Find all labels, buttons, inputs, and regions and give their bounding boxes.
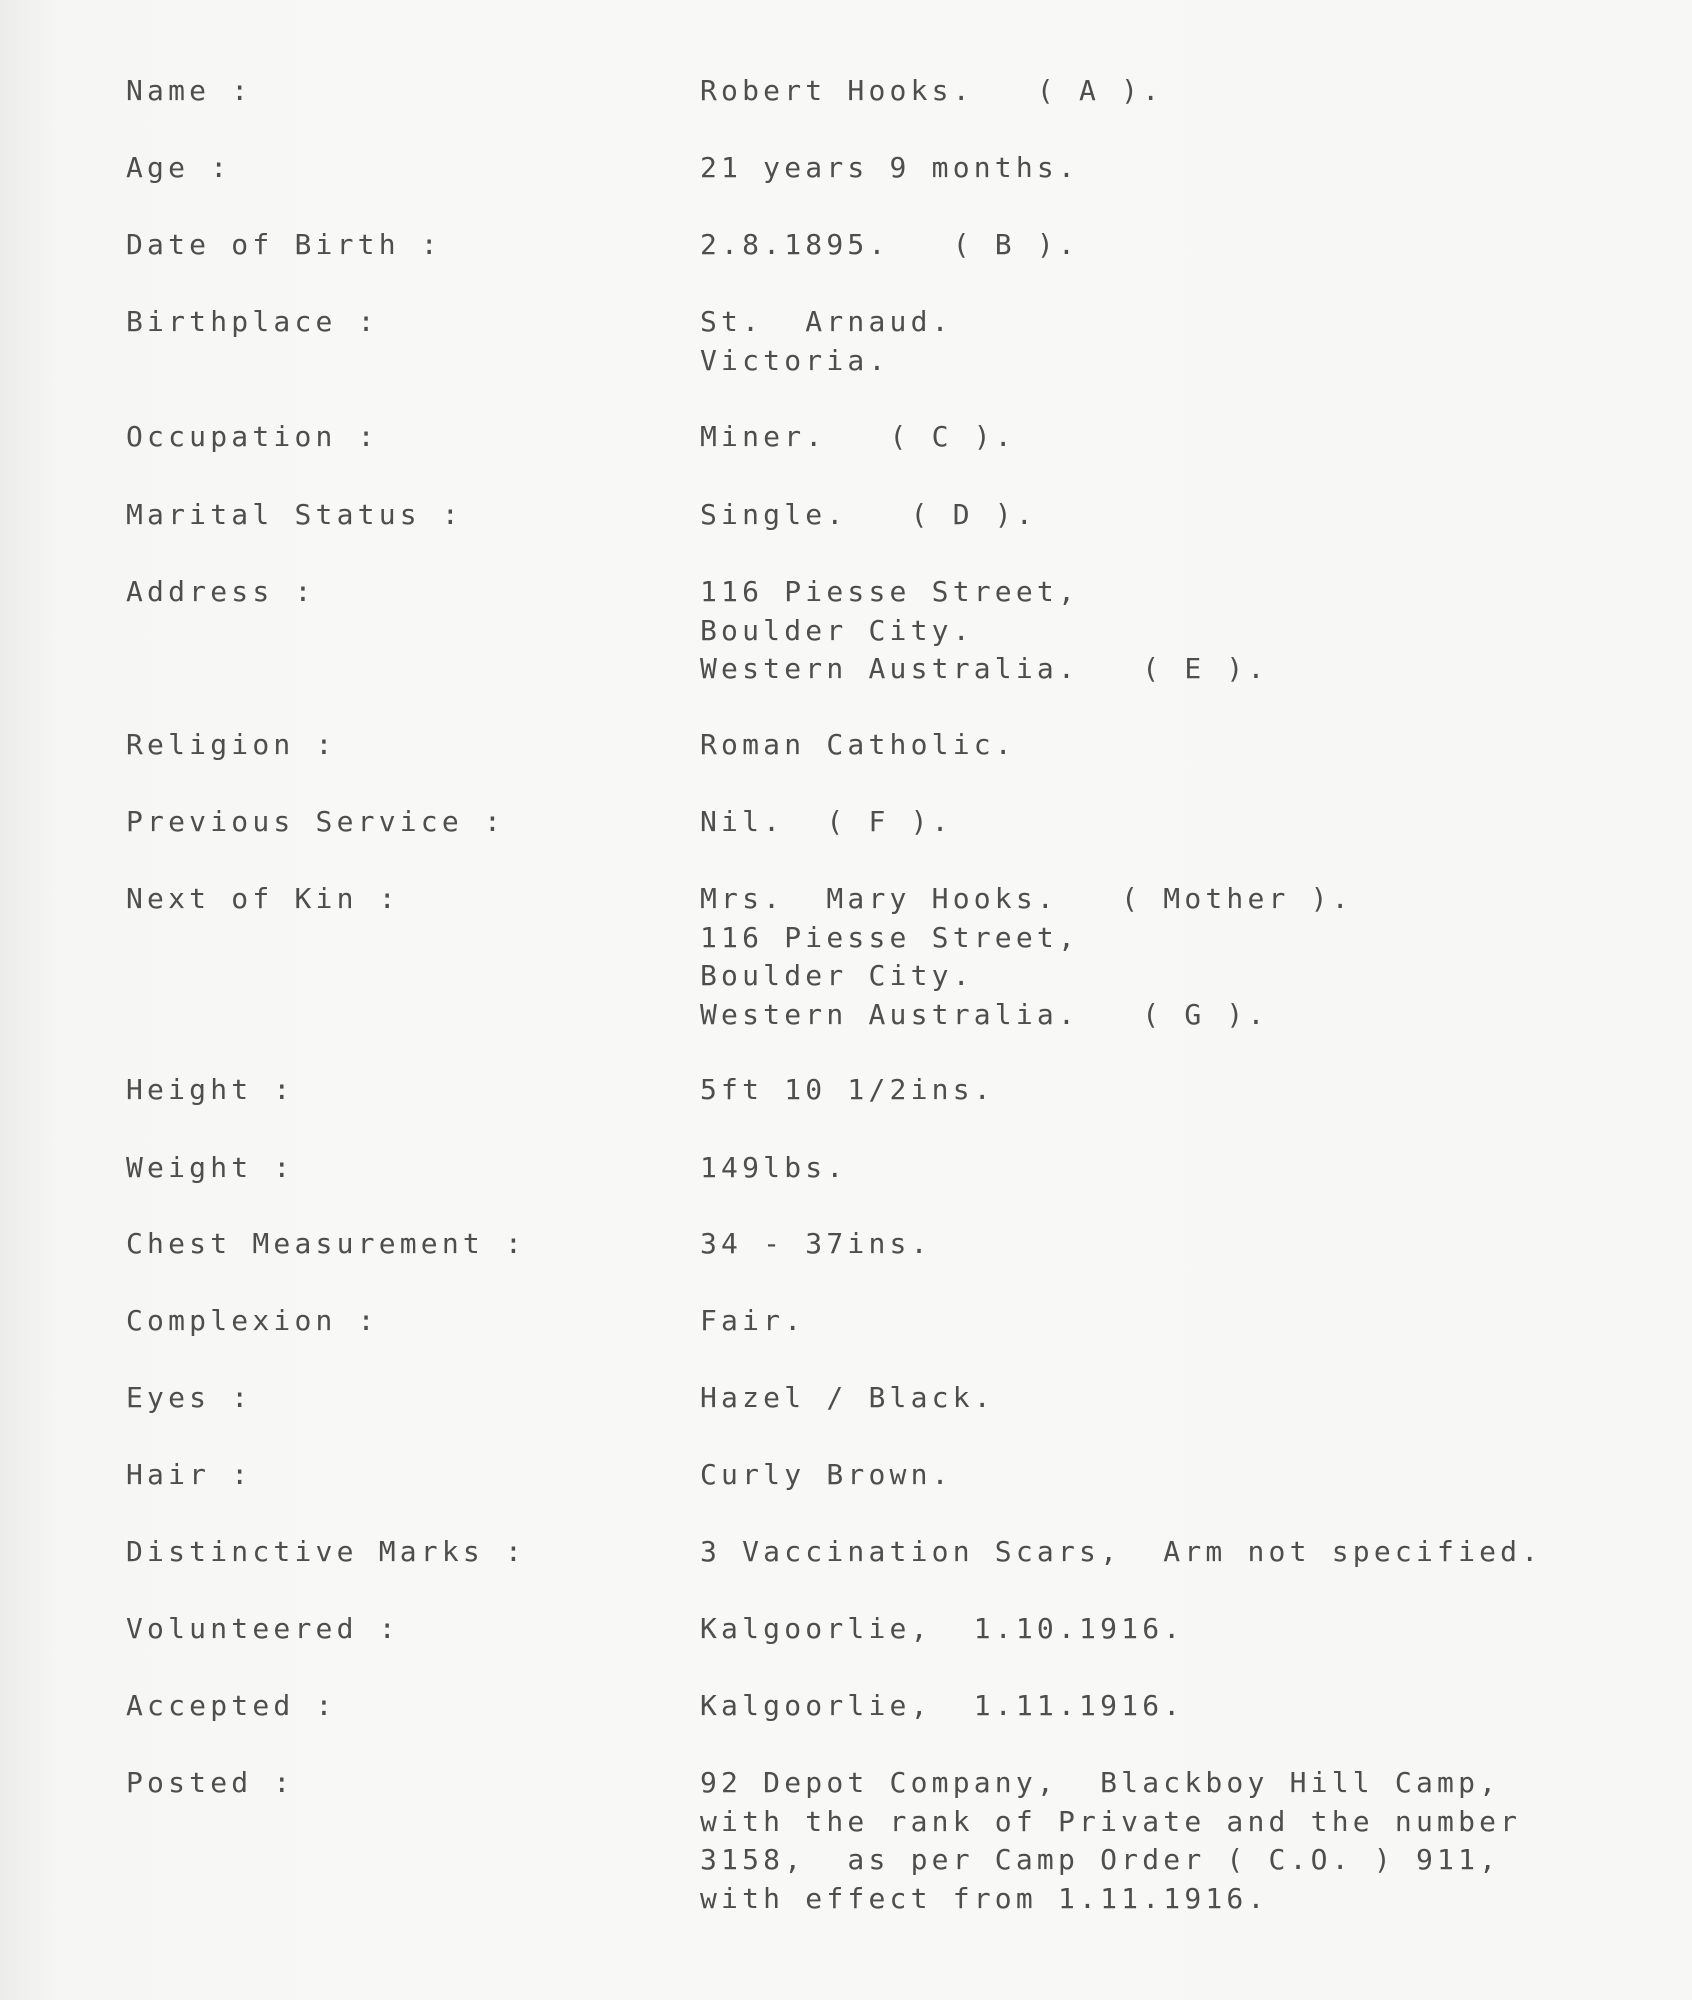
field-value-line: Boulder City. bbox=[700, 959, 974, 992]
field-value bbox=[700, 880, 1353, 1034]
field-value bbox=[700, 418, 1016, 457]
field-label: Complexion : bbox=[126, 1304, 379, 1337]
field-value bbox=[700, 72, 1163, 111]
field-value-line: Mrs. Mary Hooks. ( Mother ). bbox=[700, 882, 1353, 915]
field-label: Weight : bbox=[126, 1151, 295, 1184]
field-value-line: Hazel / Black. bbox=[700, 1381, 995, 1414]
field-value-line: Fair. bbox=[700, 1304, 806, 1337]
field-value bbox=[700, 1764, 1521, 1918]
field-value bbox=[700, 1379, 995, 1418]
field-value-line: 3 Vaccination Scars, Arm not specified. bbox=[700, 1535, 1543, 1568]
field-label: Posted : bbox=[126, 1766, 295, 1799]
field-value bbox=[700, 573, 1269, 689]
field-value-line: 116 Piesse Street, bbox=[700, 920, 1080, 954]
field-value bbox=[700, 803, 953, 842]
field-value-line: with effect from 1.11.1916. bbox=[700, 1881, 1269, 1915]
field-value-line: St. Arnaud. bbox=[700, 305, 953, 338]
field-value-line: Kalgoorlie, 1.11.1916. bbox=[700, 1689, 1185, 1722]
field-label: Birthplace : bbox=[126, 305, 379, 338]
field-value bbox=[700, 303, 953, 380]
field-label: Hair : bbox=[126, 1458, 253, 1491]
field-label: Religion : bbox=[126, 728, 337, 761]
field-label: Next of Kin : bbox=[126, 882, 400, 915]
field-value bbox=[700, 149, 1079, 188]
field-label: Eyes : bbox=[126, 1381, 253, 1414]
field-value-line: 92 Depot Company, Blackboy Hill Camp, bbox=[700, 1766, 1501, 1799]
field-value bbox=[700, 726, 1016, 765]
field-value bbox=[700, 1610, 1184, 1649]
field-value bbox=[700, 1149, 847, 1188]
field-value-line: 116 Piesse Street, bbox=[700, 575, 1080, 608]
field-value bbox=[700, 226, 1079, 265]
field-value-line: Western Australia. ( E ). bbox=[700, 652, 1269, 685]
field-value bbox=[700, 1071, 995, 1110]
field-label: Age : bbox=[126, 151, 232, 184]
field-value bbox=[700, 1302, 805, 1341]
field-value bbox=[700, 1456, 953, 1495]
field-label: Address : bbox=[126, 575, 316, 608]
field-value bbox=[700, 1533, 1542, 1572]
field-value-line: 149lbs. bbox=[700, 1151, 848, 1184]
field-value bbox=[700, 1687, 1184, 1726]
field-value-line: Robert Hooks. ( A ). bbox=[700, 74, 1164, 107]
field-value-line: 2.8.1895. ( B ). bbox=[700, 228, 1080, 261]
field-label: Marital Status : bbox=[126, 498, 463, 531]
field-label: Date of Birth : bbox=[126, 228, 442, 261]
field-label: Distinctive Marks : bbox=[126, 1535, 527, 1568]
field-value-line: Kalgoorlie, 1.10.1916. bbox=[700, 1612, 1185, 1645]
field-label: Chest Measurement : bbox=[126, 1227, 527, 1260]
field-value-line: Curly Brown. bbox=[700, 1458, 953, 1491]
field-label: Previous Service : bbox=[126, 805, 506, 838]
field-label: Volunteered : bbox=[126, 1612, 400, 1645]
field-value-line: Single. ( D ). bbox=[700, 498, 1037, 531]
field-value-line: 5ft 10 1/2ins. bbox=[700, 1073, 995, 1106]
field-value-line: Victoria. bbox=[700, 343, 890, 377]
field-value-line: 3158, as per Camp Order ( C.O. ) 911, bbox=[700, 1843, 1501, 1876]
field-label: Height : bbox=[126, 1073, 295, 1106]
field-value bbox=[700, 496, 1037, 535]
field-value-line: Boulder City. bbox=[700, 613, 974, 647]
field-label: Name : bbox=[126, 74, 253, 107]
field-label: Accepted : bbox=[126, 1689, 337, 1722]
field-value-line: 21 years 9 months. bbox=[700, 151, 1080, 184]
field-value-line: Roman Catholic. bbox=[700, 728, 1016, 761]
field-label: Occupation : bbox=[126, 420, 379, 453]
field-value-line: with the rank of Private and the number bbox=[700, 1804, 1522, 1838]
field-value-line: Western Australia. ( G ). bbox=[700, 997, 1269, 1031]
field-value-line: Nil. ( F ). bbox=[700, 805, 953, 838]
field-value bbox=[700, 1225, 932, 1264]
field-value-line: Miner. ( C ). bbox=[700, 420, 1016, 453]
field-value-line: 34 - 37ins. bbox=[700, 1227, 932, 1260]
